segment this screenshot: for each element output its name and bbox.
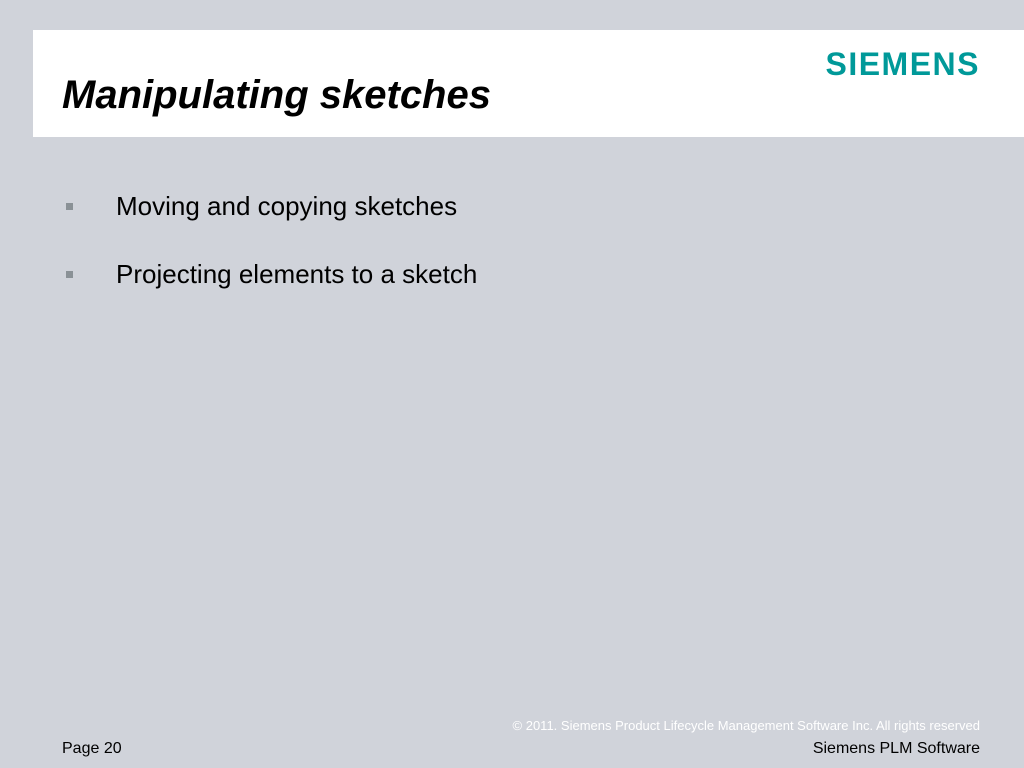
square-bullet-icon <box>66 203 73 210</box>
copyright-notice: © 2011. Siemens Product Lifecycle Management Software Inc. All rights reserved <box>512 718 980 733</box>
bullet-text: Moving and copying sketches <box>116 190 458 221</box>
siemens-logo: SIEMENS <box>825 46 980 82</box>
bullet-list <box>66 188 477 324</box>
bullet-text: Projecting elements to a sketch <box>116 258 478 289</box>
slide-title: Manipulating sketches <box>62 73 491 117</box>
bullet-item-projecting <box>66 256 477 292</box>
bullet-item-moving-copying <box>66 188 477 224</box>
square-bullet-icon <box>66 271 73 278</box>
footer-company-name: Siemens PLM Software <box>812 740 980 757</box>
page-number: Page 20 <box>62 740 122 757</box>
